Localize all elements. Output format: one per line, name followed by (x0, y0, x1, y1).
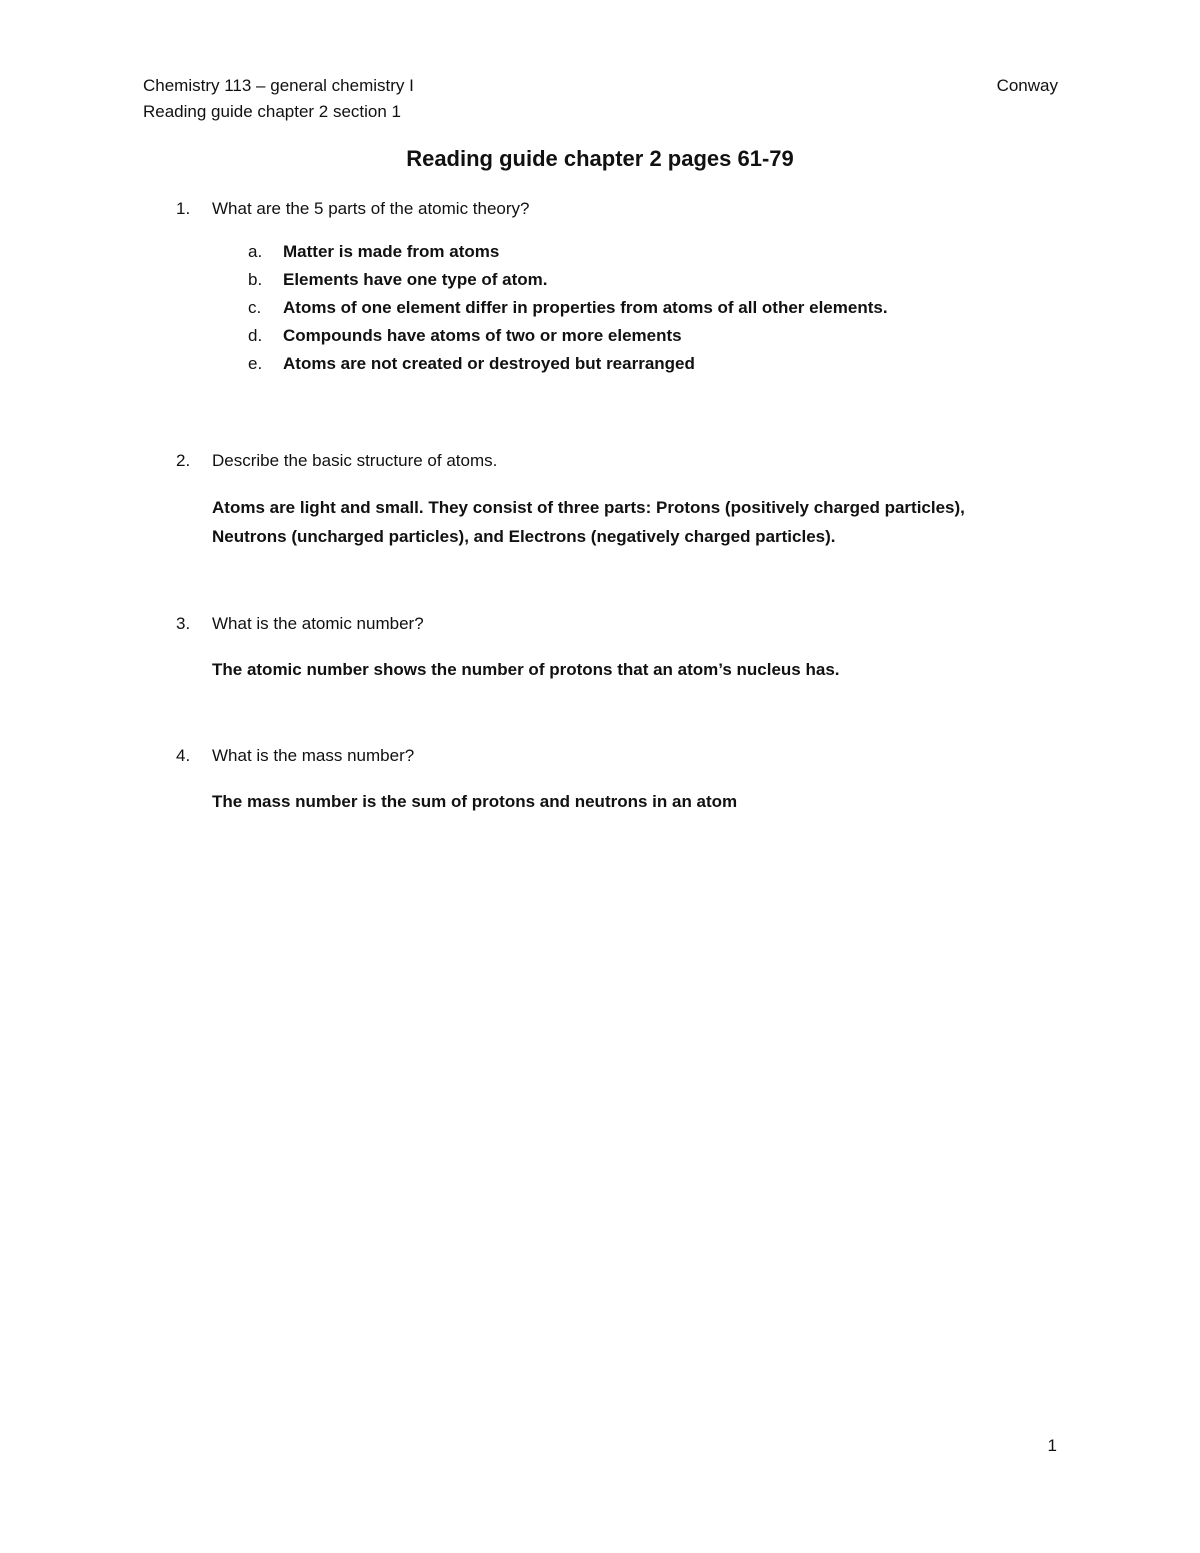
page-number: 1 (1047, 1436, 1057, 1455)
answer-item: Atoms are not created or destroyed but rearranged (283, 354, 695, 373)
question-number: 1. (176, 199, 191, 218)
answer-item: Elements have one type of atom. (283, 270, 548, 289)
answer-line: Atoms are light and small. They consist of three parts: Protons (positively charged particles), (212, 498, 965, 517)
answer-item: Atoms of one element differ in properties from atoms of all other elements. (283, 298, 888, 317)
section-subtitle: Reading guide chapter 2 section 1 (143, 102, 402, 121)
author-name: Conway (996, 76, 1058, 95)
list-letter: c. (248, 298, 262, 317)
page-title: Reading guide chapter 2 pages 61-79 (406, 146, 794, 171)
course-title: Chemistry 113 – general chemistry I (143, 76, 414, 95)
answer-line: Neutrons (uncharged particles), and Electrons (negatively charged particles). (212, 527, 836, 546)
question-number: 3. (176, 614, 191, 633)
question-text: What are the 5 parts of the atomic theory? (212, 199, 530, 218)
list-letter: a. (248, 242, 263, 261)
question-text: Describe the basic structure of atoms. (212, 451, 498, 470)
answer-item: Matter is made from atoms (283, 242, 500, 261)
list-letter: e. (248, 354, 263, 373)
question-number: 2. (176, 451, 191, 470)
list-letter: d. (248, 326, 263, 345)
answer-item: Compounds have atoms of two or more elements (283, 326, 682, 345)
answer-line: The mass number is the sum of protons and neutrons in an atom (212, 792, 738, 811)
question-text: What is the atomic number? (212, 614, 424, 633)
list-letter: b. (248, 270, 263, 289)
answer-line: The atomic number shows the number of protons that an atom’s nucleus has. (212, 660, 840, 679)
question-number: 4. (176, 746, 191, 765)
question-text: What is the mass number? (212, 746, 415, 765)
